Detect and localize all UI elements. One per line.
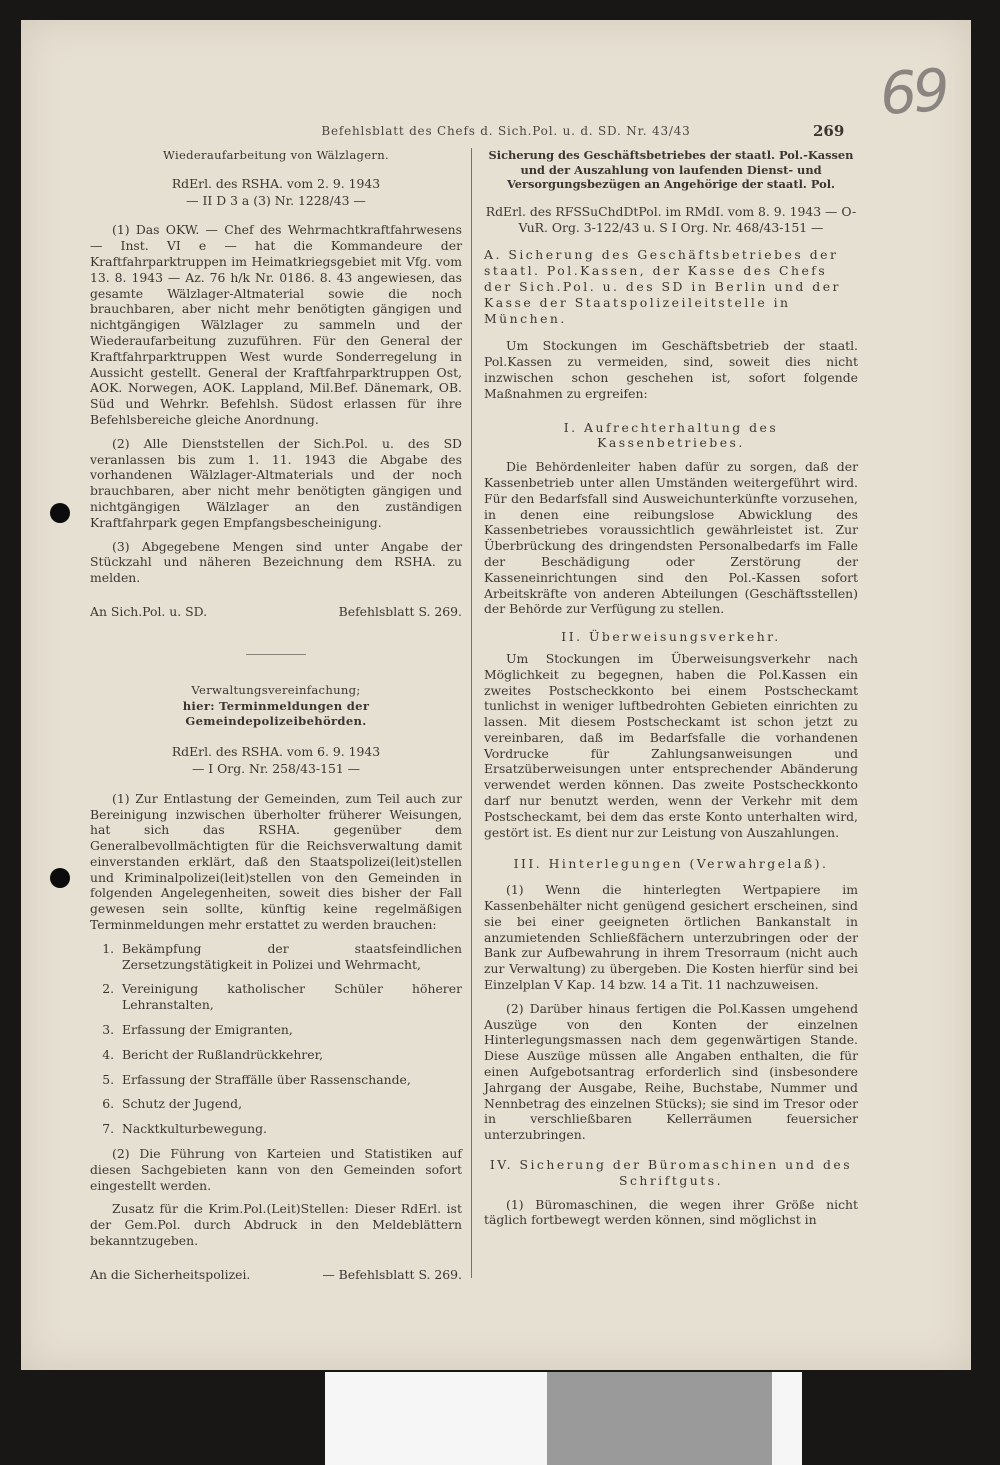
paragraph: Um Stockungen im Geschäftsbetrieb der staatl. Pol.Kassen zu vermeiden, sind, soweit dies nicht inzwischen schon geschehen ist, sofort folgende Maßnahmen zu ergreifen: [484, 338, 858, 401]
article-reference-number: — II D 3 a (3) Nr. 1228/43 — [186, 192, 366, 208]
paragraph: (1) Wenn die hinterlegten Wertpapiere im Kassenbehälter nicht genügend gesichert erscheinen, sind sie bei einer geeigneten örtlichen Bankanstalt in anzumietenden Schließfächern unterzubringen oder der Bank zur Aufbewahrung in ihrem Tresorraum (nicht auch zur Verwaltung) zu übergeben. Die Kosten hierfür sind bei Einzelplan V Kap. 14 bzw. 14 a Tit. 11 nachzuweisen. [484, 882, 858, 993]
list-item: 4. Bericht der Rußlandrückkehrer, [118, 1047, 462, 1063]
article-terminmeldungen [90, 683, 462, 1283]
addressee: An Sich.Pol. u. SD. [90, 603, 208, 619]
paragraph: Die Behördenleiter haben dafür zu sorgen, daß der Kassenbetrieb unter allen Umständen weitergeführt wird. Für den Bedarfsfall sind Ausweichunterkünfte vorzusehen, in denen eine reibungslose Abwicklung des Kassenbetriebes voraussichtlich gewährleistet ist. Zur Überbrückung des dringendsten Personalbedarfs im Falle der Beschädigung oder Zerstörung der Kasseneinrichtungen sind den Pol.-Kassen sofort Arbeitskräfte von anderen Abteilungen (Geschäftsstellen) der Behörde zur Verfügung zu stellen. [484, 459, 858, 617]
source-reference: Befehlsblatt S. 269. [338, 603, 462, 619]
punch-hole [50, 503, 70, 523]
section-heading: II. Überweisungsverkehr. [561, 629, 781, 645]
section-heading: I. Aufrechterhaltung des Kassenbetriebes. [563, 419, 779, 451]
article-reference: RdErl. des RSHA. vom 2. 9. 1943 [171, 175, 381, 191]
article-title: Wiederaufarbeitung von Wälzlagern. [162, 148, 390, 162]
scan-target-gray [547, 1372, 772, 1465]
paragraph: (2) Darüber hinaus fertigen die Pol.Kassen umgehend Auszüge von den Konten der einzelnen Hinterlegungsmassen nach dem gegenwärtigen Stande. Diese Auszüge müssen alle Angaben enthalten, die für einen Aufgebotsantrag erforderlich sind (insbesondere Jahrgang der Ausgabe, Reihe, Buchstabe, Nummer und Nennbetrag des einzelnen Stücks); sie sind im Tresor oder in verschließbaren Kellerräumen feuersicher unterzubringen. [484, 1000, 858, 1143]
handwritten-page-mark: 69 [877, 55, 949, 129]
section-separator [246, 654, 306, 655]
list-item: 6. Schutz der Jugend, [118, 1096, 462, 1112]
header-title: Befehlsblatt des Chefs d. Sich.Pol. u. d. SD. Nr. 43/43 [321, 124, 691, 138]
article-title: Verwaltungsvereinfachung; [191, 682, 361, 697]
punch-hole [50, 868, 70, 888]
article-reference-number: — I Org. Nr. 258/43-151 — [191, 760, 361, 776]
list-item: 3. Erfassung der Emigranten, [118, 1022, 462, 1038]
left-column [90, 148, 462, 1283]
list-item: 2. Vereinigung katholischer Schüler höherer Lehranstalten, [118, 981, 462, 1013]
article-reference: RdErl. des RFSSuChdDtPol. im RMdI. vom 8. 9. 1943 — O-VuR. Org. 3-122/43 u. S I Org. Nr. 468/43-151 — [485, 203, 857, 235]
scan-target-white [772, 1372, 802, 1465]
article-title: Sicherung des Geschäftsbetriebes der staatl. Pol.-Kassen und der Auszahlung von laufenden Dienst- und Versorgungsbezügen an Angehörige der staatl. Pol. [488, 148, 854, 192]
list-item: 7. Nacktkulturbewegung. [118, 1121, 462, 1137]
list-item: 1. Bekämpfung der staatsfeindlichen Zersetzungstätigkeit in Polizei und Wehrmacht, [118, 941, 462, 973]
source-reference: — Befehlsblatt S. 269. [322, 1266, 462, 1282]
paragraph: (2) Die Führung von Karteien und Statistiken auf diesen Sachgebieten kann von den Gemeinden sofort eingestellt werden. [90, 1146, 462, 1193]
article-waelzlager [90, 148, 462, 620]
section-heading: III. Hinterlegungen (Verwahrgelaß). [513, 856, 829, 872]
scan-target-white [325, 1372, 547, 1465]
distribution-line [90, 1267, 462, 1283]
paragraph: (2) Alle Dienststellen der Sich.Pol. u. des SD veranlassen bis zum 1. 11. 1943 die Abgabe des vorhandenen Wälzlager-Altmaterials und der noch brauchbaren, aber nicht mehr benötigten gängigen und nichtgängigen Wälzlager an den zuständigen Kraftfahrpark gegen Empfangsbescheinigung. [90, 435, 462, 530]
page-number: 269 [813, 122, 845, 140]
section-heading: A. Sicherung des Geschäftsbetriebes der staatl. Pol.Kassen, der Kasse des Chefs der Sich.Pol. u. des SD in Berlin und der Kasse der Staatspolizeileitstelle in München. [484, 247, 841, 326]
paragraph: (3) Abgegebene Mengen sind unter Angabe der Stückzahl und näheren Bezeichnung dem RSHA. zu melden. [90, 538, 462, 586]
paragraph: Um Stockungen im Überweisungsverkehr nach Möglichkeit zu begegnen, haben die Pol.Kassen ein zweites Postscheckkonto bei einem Postscheckamt tunlichst in weniger luftbedrohten Gebieten einrichten zu lassen. Mit diesem Postscheckamt ist schon jetzt zu vereinbaren, daß im Bedarfsfalle die vorhandenen Vordrucke für Zahlungsanweisungen und Ersatzüberweisungen unter entsprechender Abänderung verwendet werden können. Das zweite Postscheckkonto darf nur benutzt werden, wenn der Verkehr mit dem Postscheckamt, bei dem das erste Konto unterhalten wird, gestört ist. Es dient nur zur Leistung von Auszahlungen. [484, 650, 858, 840]
right-column [484, 148, 858, 1236]
article-subtitle: hier: Terminmeldungen der Gemeindepolizeibehörden. [182, 698, 370, 729]
addressee: An die Sicherheitspolizei. [90, 1266, 251, 1282]
paragraph: (1) Das OKW. — Chef des Wehrmachtkraftfahrwesens — Inst. VI e — hat die Kommandeure der Kraftfahrparktruppen im Heimatkriegsgebiet mit Vfg. vom 13. 8. 1943 — Az. 76 h/k Nr. 0186. 8. 43 angewiesen, das gesamte Wälzlager-Altmaterial sowie die noch brauchbaren, aber nicht mehr benötigten gängigen und nichtgängigen Wälzlager zu sammeln und der Wiederaufarbeitung zuzuführen. Für den General der Kraftfahrparktruppen West wurde Sonderregelung in Aussicht gestellt. General der Kraftfahrparktruppen Ost, AOK. Norwegen, AOK. Lappland, Mil.Bef. Dänemark, OB. Süd und Wehrkr. Befehlsh. Südost erlassen für ihre Befehlsbereiche gleiche Anordnung. [90, 222, 462, 427]
paragraph: (1) Büromaschinen, die wegen ihrer Größe nicht täglich fortbewegt werden können, sind möglichst in [484, 1196, 858, 1228]
column-divider [471, 148, 472, 1278]
distribution-line [90, 604, 462, 620]
section-heading: IV. Sicherung der Büromaschinen und des Schriftguts. [489, 1157, 853, 1188]
exemption-list [90, 941, 462, 1137]
article-reference: RdErl. des RSHA. vom 6. 9. 1943 [171, 744, 381, 760]
list-item: 5. Erfassung der Straffälle über Rassenschande, [118, 1072, 462, 1088]
paragraph: Zusatz für die Krim.Pol.(Leit)Stellen: Dieser RdErl. ist der Gem.Pol. durch Abdruck in den Meldeblättern bekanntzugeben. [90, 1201, 462, 1249]
paragraph: (1) Zur Entlastung der Gemeinden, zum Teil auch zur Bereinigung inzwischen überholter früherer Weisungen, hat sich das RSHA. gegenüber dem Generalbevollmächtigten für die Reichsverwaltung damit einverstanden erklärt, daß den Staatspolizei(leit)stellen und Kriminalpolizei(leit)stellen von den Gemeinden in folgenden Angelegenheiten, soweit dies bisher der Fall gewesen sein sollte, künftig keine regelmäßigen Terminmeldungen mehr erstattet zu werden brauchen: [90, 790, 462, 933]
